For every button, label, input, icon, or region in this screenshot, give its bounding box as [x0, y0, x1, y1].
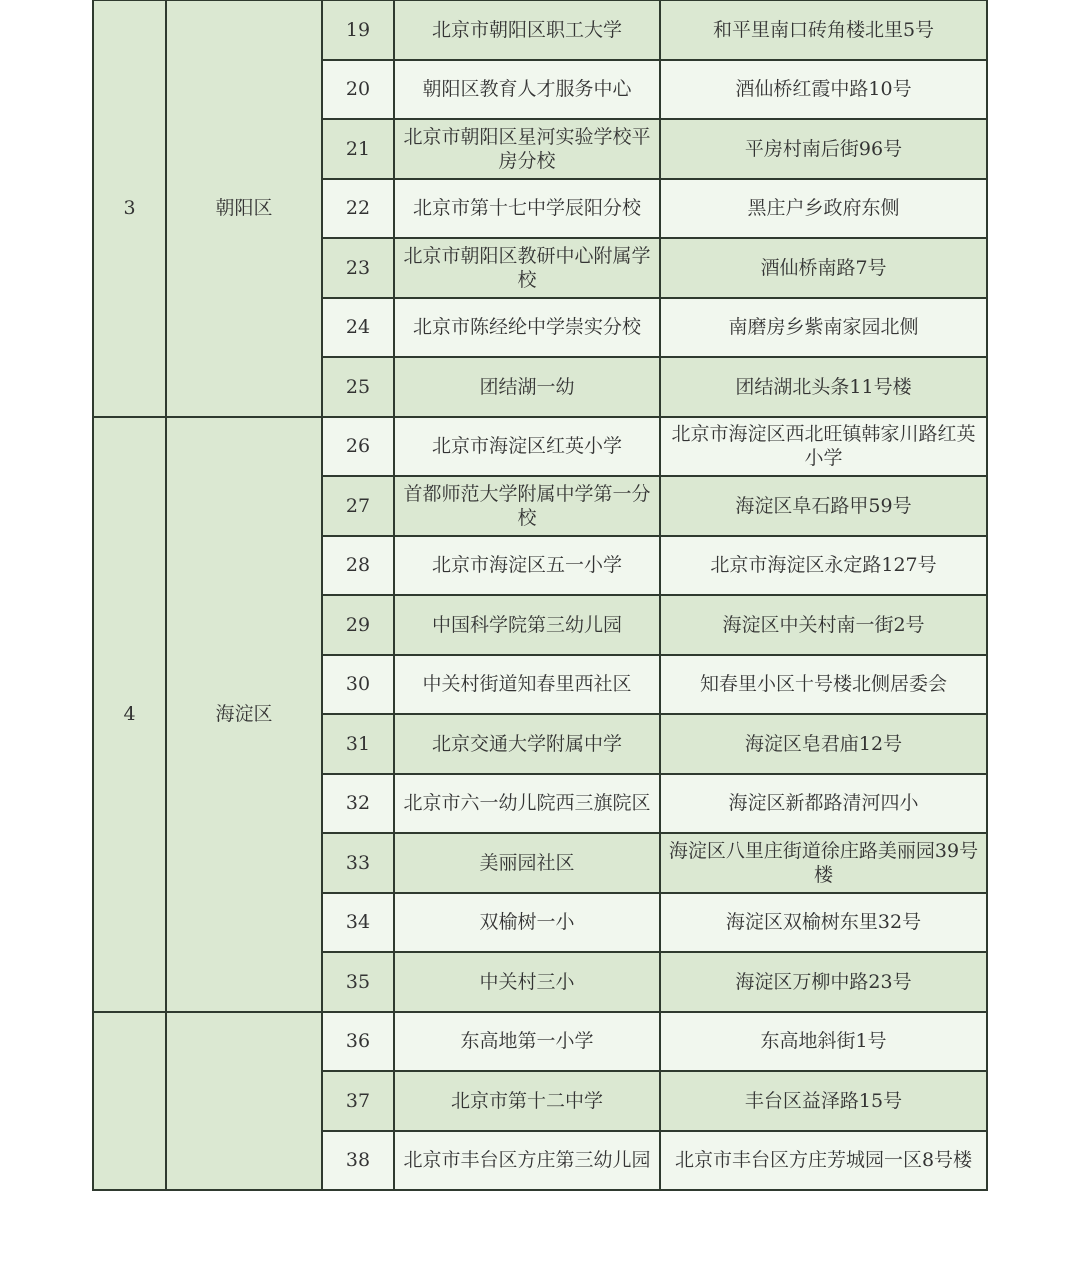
site-address-cell: 和平里南口砖角楼北里5号	[660, 0, 987, 60]
testing-sites-table	[92, 0, 988, 1191]
site-address-cell: 团结湖北头条11号楼	[660, 357, 987, 417]
district-index-cell	[93, 1012, 166, 1191]
site-address-cell: 知春里小区十号楼北侧居委会	[660, 655, 987, 715]
site-name-cell: 北京市朝阳区星河实验学校平房分校	[394, 119, 660, 179]
site-number-cell: 21	[322, 119, 394, 179]
site-address-cell: 北京市丰台区方庄芳城园一区8号楼	[660, 1131, 987, 1191]
site-address-cell: 酒仙桥南路7号	[660, 238, 987, 298]
site-number-cell: 30	[322, 655, 394, 715]
site-name-cell: 北京市朝阳区职工大学	[394, 0, 660, 60]
site-number-cell: 37	[322, 1071, 394, 1131]
site-name-cell: 北京市丰台区方庄第三幼儿园	[394, 1131, 660, 1191]
site-number-cell: 32	[322, 774, 394, 834]
table-row	[93, 0, 987, 60]
site-number-cell: 23	[322, 238, 394, 298]
site-number-cell: 19	[322, 0, 394, 60]
site-number-cell: 35	[322, 952, 394, 1012]
site-address-cell: 海淀区八里庄街道徐庄路美丽园39号楼	[660, 833, 987, 893]
site-name-cell: 北京市陈经纶中学崇实分校	[394, 298, 660, 358]
site-name-cell: 北京市第十二中学	[394, 1071, 660, 1131]
site-address-cell: 海淀区新都路清河四小	[660, 774, 987, 834]
site-name-cell: 北京市第十七中学辰阳分校	[394, 179, 660, 239]
site-name-cell: 北京交通大学附属中学	[394, 714, 660, 774]
site-address-cell: 海淀区皂君庙12号	[660, 714, 987, 774]
site-address-cell: 北京市海淀区永定路127号	[660, 536, 987, 596]
site-address-cell: 海淀区双榆树东里32号	[660, 893, 987, 953]
site-address-cell: 海淀区中关村南一街2号	[660, 595, 987, 655]
site-number-cell: 28	[322, 536, 394, 596]
table-body	[93, 0, 987, 1190]
site-name-cell: 朝阳区教育人才服务中心	[394, 60, 660, 120]
district-index-cell: 3	[93, 0, 166, 417]
site-address-cell: 黑庄户乡政府东侧	[660, 179, 987, 239]
site-address-cell: 海淀区万柳中路23号	[660, 952, 987, 1012]
site-number-cell: 27	[322, 476, 394, 536]
site-number-cell: 20	[322, 60, 394, 120]
table-row	[93, 1012, 987, 1072]
site-name-cell: 团结湖一幼	[394, 357, 660, 417]
site-name-cell: 美丽园社区	[394, 833, 660, 893]
site-number-cell: 36	[322, 1012, 394, 1072]
site-number-cell: 33	[322, 833, 394, 893]
site-number-cell: 34	[322, 893, 394, 953]
site-address-cell: 东高地斜街1号	[660, 1012, 987, 1072]
site-number-cell: 24	[322, 298, 394, 358]
site-name-cell: 双榆树一小	[394, 893, 660, 953]
site-address-cell: 丰台区益泽路15号	[660, 1071, 987, 1131]
site-number-cell: 25	[322, 357, 394, 417]
site-name-cell: 中国科学院第三幼儿园	[394, 595, 660, 655]
site-name-cell: 北京市海淀区五一小学	[394, 536, 660, 596]
site-address-cell: 北京市海淀区西北旺镇韩家川路红英小学	[660, 417, 987, 477]
site-address-cell: 平房村南后街96号	[660, 119, 987, 179]
site-number-cell: 22	[322, 179, 394, 239]
site-address-cell: 酒仙桥红霞中路10号	[660, 60, 987, 120]
site-name-cell: 中关村街道知春里西社区	[394, 655, 660, 715]
site-number-cell: 26	[322, 417, 394, 477]
site-number-cell: 29	[322, 595, 394, 655]
site-name-cell: 中关村三小	[394, 952, 660, 1012]
district-name-cell: 朝阳区	[166, 0, 322, 417]
site-name-cell: 东高地第一小学	[394, 1012, 660, 1072]
site-name-cell: 北京市朝阳区教研中心附属学校	[394, 238, 660, 298]
site-number-cell: 38	[322, 1131, 394, 1191]
table-row	[93, 417, 987, 477]
site-name-cell: 北京市海淀区红英小学	[394, 417, 660, 477]
site-number-cell: 31	[322, 714, 394, 774]
site-address-cell: 海淀区阜石路甲59号	[660, 476, 987, 536]
district-name-cell	[166, 1012, 322, 1191]
site-name-cell: 首都师范大学附属中学第一分校	[394, 476, 660, 536]
district-index-cell: 4	[93, 417, 166, 1012]
site-address-cell: 南磨房乡紫南家园北侧	[660, 298, 987, 358]
district-name-cell: 海淀区	[166, 417, 322, 1012]
sites-table-container	[92, 0, 986, 1191]
site-name-cell: 北京市六一幼儿院西三旗院区	[394, 774, 660, 834]
